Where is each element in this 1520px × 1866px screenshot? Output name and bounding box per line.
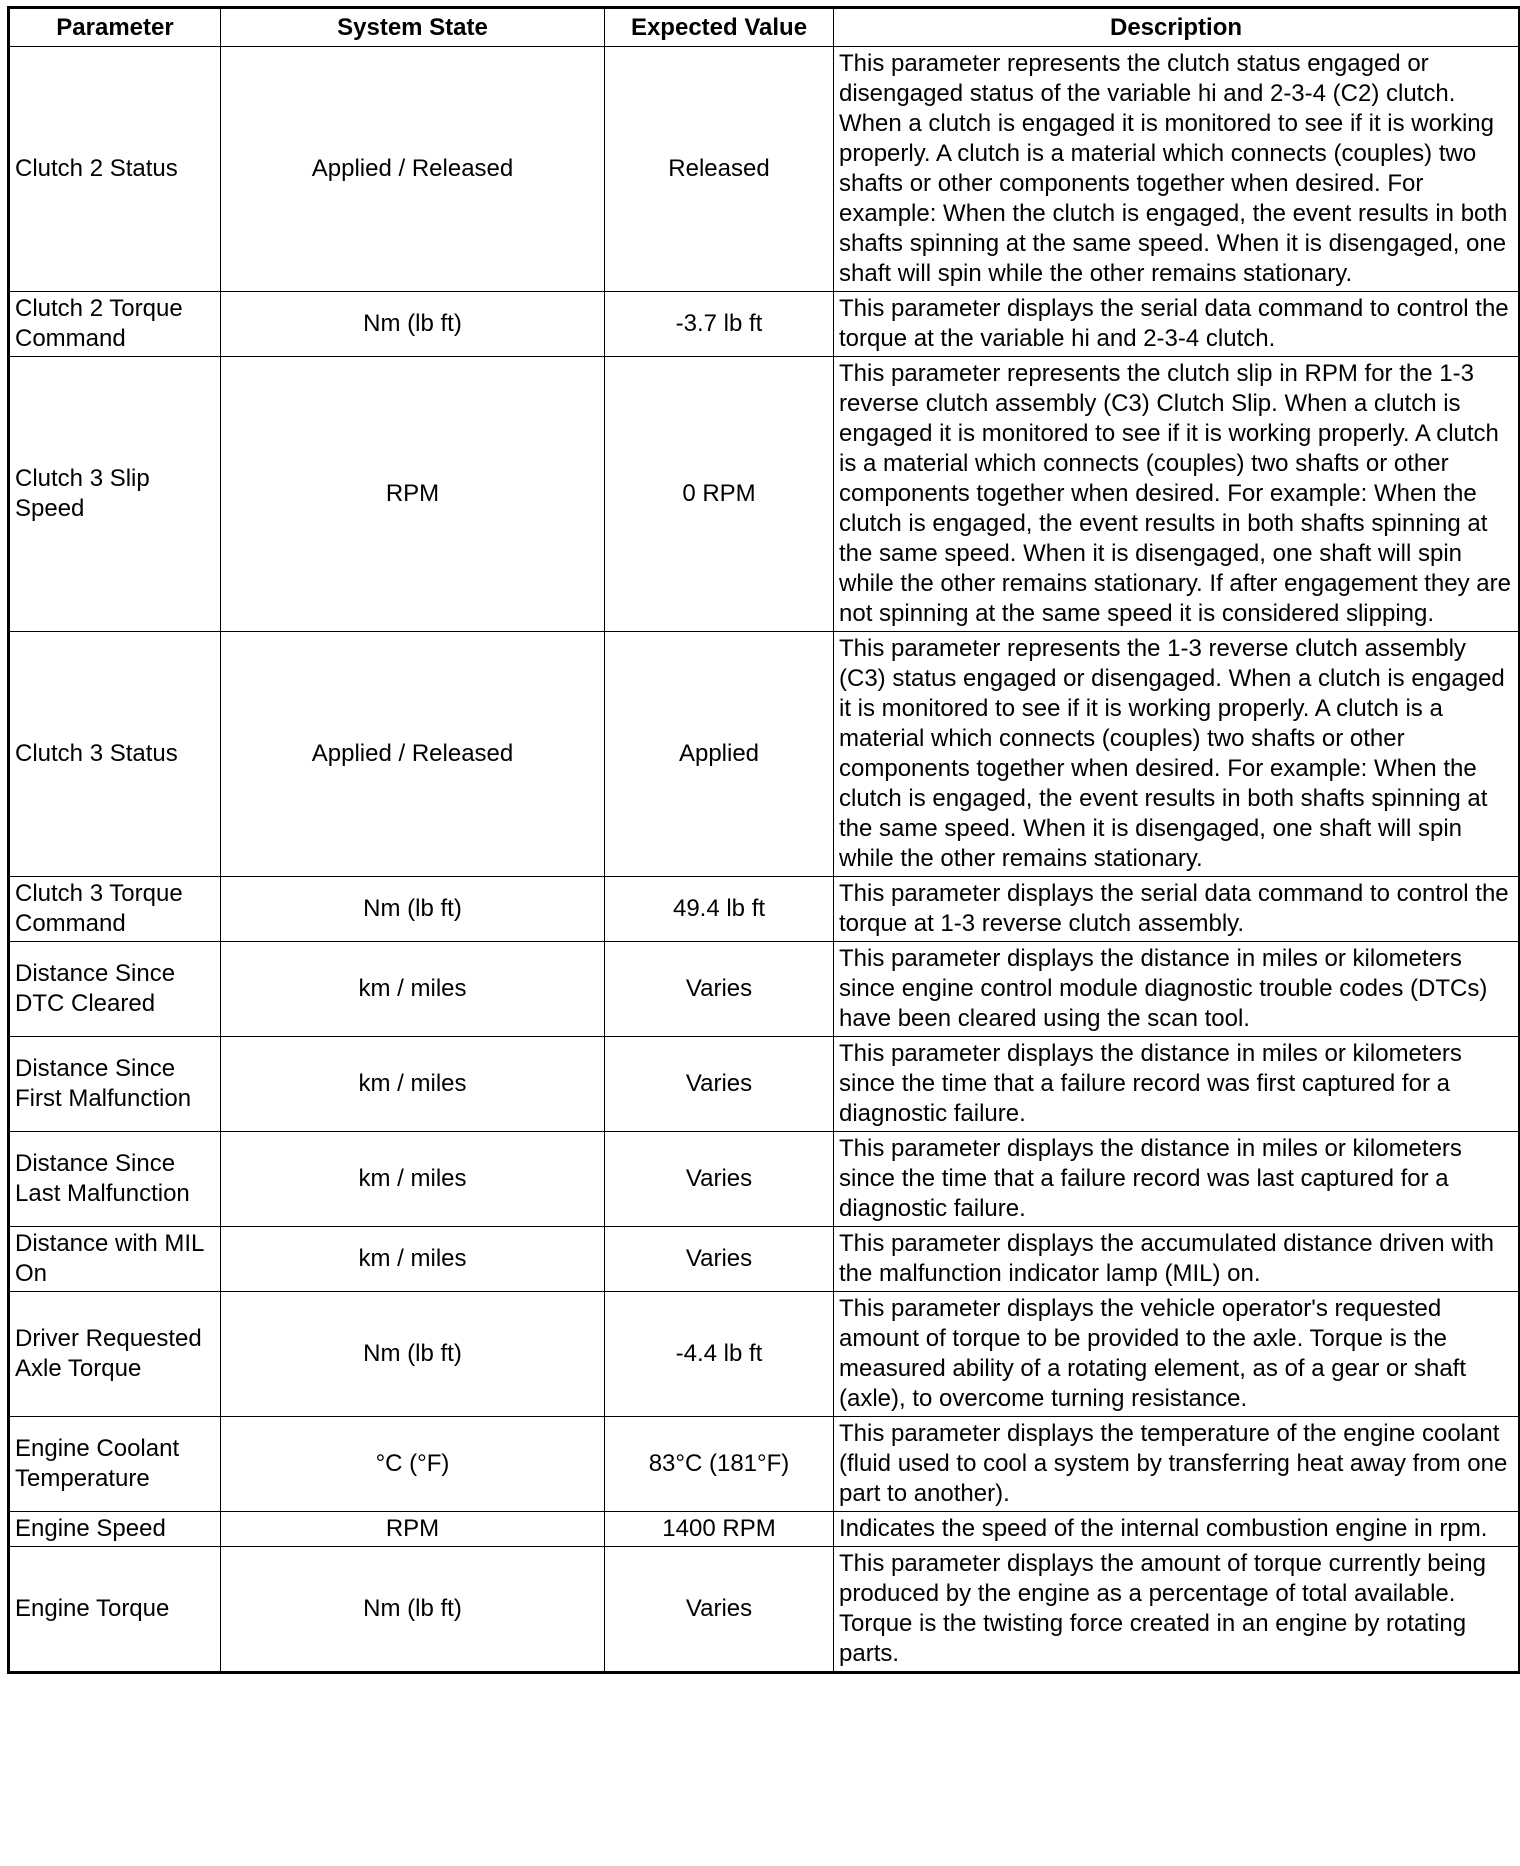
table-row [9,1512,1520,1547]
document-page [7,6,1520,1674]
table-row [9,1417,1520,1512]
expected-value-cell: Varies [605,1132,834,1227]
system-state-cell: Nm (lb ft) [221,292,605,357]
parameter-cell: Distance Since First Malfunction [9,1037,221,1132]
system-state-cell: RPM [221,1512,605,1547]
system-state-cell: °C (°F) [221,1417,605,1512]
parameter-cell: Clutch 2 Torque Command [9,292,221,357]
table-row [9,47,1520,292]
parameter-cell: Engine Speed [9,1512,221,1547]
system-state-cell: Nm (lb ft) [221,1292,605,1417]
parameter-cell: Distance Since Last Malfunction [9,1132,221,1227]
parameter-cell: Distance Since DTC Cleared [9,942,221,1037]
expected-value-cell: -3.7 lb ft [605,292,834,357]
header-row [9,8,1520,47]
table-row [9,1227,1520,1292]
header-expected-value: Expected Value [605,8,834,47]
parameter-cell: Clutch 3 Slip Speed [9,357,221,632]
header-parameter: Parameter [9,8,221,47]
description-cell: This parameter displays the serial data command to control the torque at 1-3 reverse clutch assembly. [834,877,1520,942]
header-description: Description [834,8,1520,47]
header-system-state: System State [221,8,605,47]
parameter-cell: Distance with MIL On [9,1227,221,1292]
system-state-cell: km / miles [221,1132,605,1227]
table-row [9,632,1520,877]
table-row [9,877,1520,942]
description-cell: This parameter represents the clutch slip in RPM for the 1-3 reverse clutch assembly (C3) Clutch Slip. When a clutch is engaged it is monitored to see if it is working properly. A clutch is a material which connects (couples) two shafts or other components together when desired. For example: When the clutch is engaged, the event results in both shafts spinning at the same speed. When it is disengaged, one shaft will spin while the other remains stationary. If after engagement they are not spinning at the same speed it is considered slipping. [834,357,1520,632]
description-cell: This parameter displays the accumulated distance driven with the malfunction indicator lamp (MIL) on. [834,1227,1520,1292]
expected-value-cell: Varies [605,1227,834,1292]
expected-value-cell: -4.4 lb ft [605,1292,834,1417]
description-cell: This parameter displays the distance in miles or kilometers since the time that a failure record was first captured for a diagnostic failure. [834,1037,1520,1132]
table-row [9,292,1520,357]
expected-value-cell: Varies [605,1037,834,1132]
system-state-cell: Applied / Released [221,632,605,877]
parameter-cell: Clutch 2 Status [9,47,221,292]
description-cell: This parameter represents the 1-3 reverse clutch assembly (C3) status engaged or disengaged. When a clutch is engaged it is monitored to see if it is working properly. A clutch is a material which connects (couples) two shafts or other components together when desired. For example: When the clutch is engaged, the event results in both shafts spinning at the same speed. When it is disengaged, one shaft will spin while the other remains stationary. [834,632,1520,877]
description-cell: This parameter displays the temperature of the engine coolant (fluid used to cool a system by transferring heat away from one part to another). [834,1417,1520,1512]
parameter-cell: Driver Requested Axle Torque [9,1292,221,1417]
description-cell: This parameter displays the serial data command to control the torque at the variable hi and 2-3-4 clutch. [834,292,1520,357]
expected-value-cell: Varies [605,942,834,1037]
expected-value-cell: 83°C (181°F) [605,1417,834,1512]
table-row [9,1132,1520,1227]
table-row [9,357,1520,632]
expected-value-cell: 0 RPM [605,357,834,632]
parameter-cell: Engine Coolant Temperature [9,1417,221,1512]
description-cell: Indicates the speed of the internal combustion engine in rpm. [834,1512,1520,1547]
system-state-cell: Nm (lb ft) [221,1547,605,1673]
expected-value-cell: 49.4 lb ft [605,877,834,942]
system-state-cell: Applied / Released [221,47,605,292]
description-cell: This parameter displays the distance in miles or kilometers since engine control module diagnostic trouble codes (DTCs) have been cleared using the scan tool. [834,942,1520,1037]
table-row [9,1037,1520,1132]
parameter-cell: Engine Torque [9,1547,221,1673]
description-cell: This parameter displays the amount of torque currently being produced by the engine as a percentage of total available. Torque is the twisting force created in an engine by rotating parts. [834,1547,1520,1673]
parameter-cell: Clutch 3 Status [9,632,221,877]
system-state-cell: Nm (lb ft) [221,877,605,942]
system-state-cell: RPM [221,357,605,632]
table-row [9,942,1520,1037]
expected-value-cell: Varies [605,1547,834,1673]
system-state-cell: km / miles [221,1037,605,1132]
description-cell: This parameter displays the distance in miles or kilometers since the time that a failure record was last captured for a diagnostic failure. [834,1132,1520,1227]
table-row [9,1292,1520,1417]
parameter-cell: Clutch 3 Torque Command [9,877,221,942]
system-state-cell: km / miles [221,942,605,1037]
system-state-cell: km / miles [221,1227,605,1292]
expected-value-cell: 1400 RPM [605,1512,834,1547]
expected-value-cell: Released [605,47,834,292]
description-cell: This parameter represents the clutch status engaged or disengaged status of the variable hi and 2-3-4 (C2) clutch. When a clutch is engaged it is monitored to see if it is working properly. A clutch is a material which connects (couples) two shafts or other components together when desired. For example: When the clutch is engaged, the event results in both shafts spinning at the same speed. When it is disengaged, one shaft will spin while the other remains stationary. [834,47,1520,292]
expected-value-cell: Applied [605,632,834,877]
parameter-table [7,6,1520,1674]
description-cell: This parameter displays the vehicle operator's requested amount of torque to be provided to the axle. Torque is the measured ability of a rotating element, as of a gear or shaft (axle), to overcome turning resistance. [834,1292,1520,1417]
table-row [9,1547,1520,1673]
